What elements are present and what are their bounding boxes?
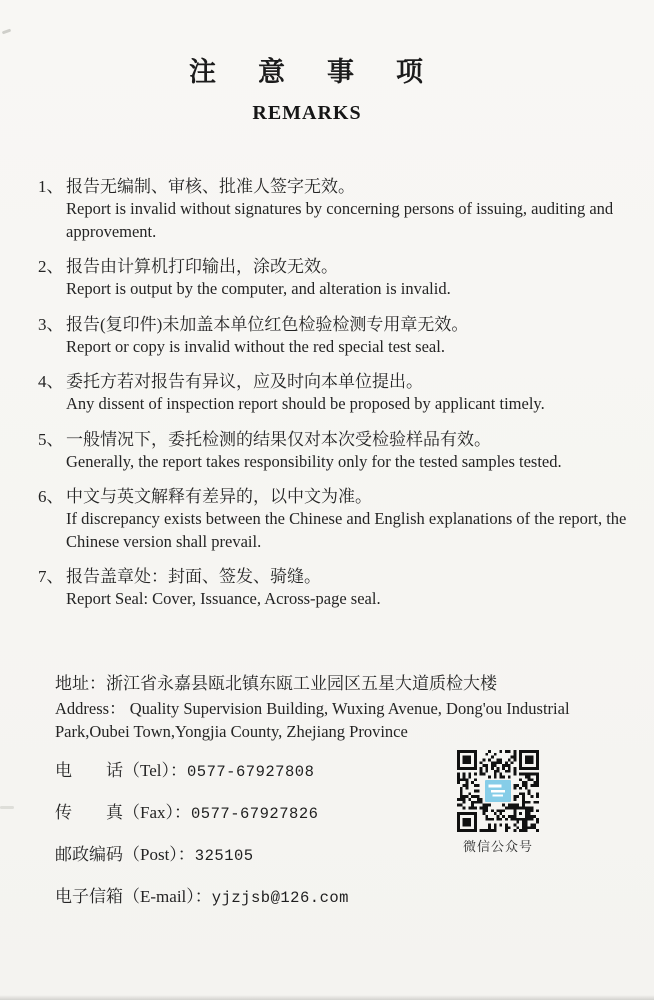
address-en: Address： Quality Supervision Building, Wuxing Avenue, Dong'ou Industrial Park,Oubei Town,Yongjia County, Zhejiang Province <box>55 698 570 741</box>
tel-label: 电 话（Tel）： <box>55 760 187 780</box>
remark-text-en: Generally, the report takes responsibility only for the tested samples tested. <box>66 451 562 471</box>
remark-text-zh: 报告(复印件)未加盖本单位红色检验检测专用章无效。 <box>66 314 469 334</box>
remark-number: 6、 <box>38 487 64 506</box>
remark-text-zh: 委托方若对报告有异议，应及时向本单位提出。 <box>66 372 423 391</box>
remark-item-3 <box>38 313 654 359</box>
remark-number: 3、 <box>38 314 64 334</box>
page-title-zh: 注意事项 <box>189 57 465 87</box>
tel-value: 0577-67927808 <box>186 762 315 781</box>
page-header <box>0 50 654 125</box>
remark-text-zh: 报告无编制、审核、批准人签字无效。 <box>66 177 355 196</box>
page-title-en: REMARKS <box>252 102 362 124</box>
remark-number: 2、 <box>38 257 64 276</box>
remark-number: 4、 <box>38 372 64 391</box>
remark-text-zh: 报告由计算机打印输出，涂改无效。 <box>66 257 338 276</box>
remark-number: 5、 <box>38 429 64 449</box>
scan-artifact <box>0 806 14 809</box>
contact-row-post <box>55 843 654 868</box>
email-value: yjzjsb@126.com <box>211 888 349 907</box>
address-zh: 地址：浙江省永嘉县瓯北镇东瓯工业园区五星大道质检大楼 <box>55 673 497 693</box>
remark-text-en: Report Seal: Cover, Issuance, Across-page seal. <box>66 589 381 608</box>
remark-item-5 <box>38 428 654 474</box>
contact-row-email <box>55 885 654 910</box>
post-value: 325105 <box>194 846 254 865</box>
qr-caption: 微信公众号 <box>462 839 533 854</box>
remark-item-2 <box>38 255 654 301</box>
remark-text-en: Report is output by the computer, and alteration is invalid. <box>66 279 451 298</box>
remark-item-7 <box>38 565 654 611</box>
remark-item-6 <box>38 485 654 553</box>
email-label: 电子信箱（E-mail）： <box>55 886 212 906</box>
page-bottom-edge <box>0 995 654 1000</box>
wechat-qr-block <box>450 750 546 855</box>
remark-text-en: If discrepancy exists between the Chinese and English explanations of the report, the Chinese version shall prevail. <box>66 509 627 551</box>
remark-number: 7、 <box>38 567 64 586</box>
fax-label: 传 真（Fax）： <box>55 802 191 822</box>
remark-text-zh: 一般情况下，委托检测的结果仅对本次受检验样品有效。 <box>66 429 491 449</box>
remark-text-en: Report or copy is invalid without the red special test seal. <box>66 336 445 356</box>
contact-row-tel <box>55 759 654 784</box>
contact-block <box>55 759 654 910</box>
contact-row-fax <box>55 801 654 826</box>
remark-item-1 <box>38 175 654 243</box>
remark-text-en: Report is invalid without signatures by concerning persons of issuing, auditing and approvement. <box>66 199 614 241</box>
scan-artifact <box>2 29 11 35</box>
remark-text-en: Any dissent of inspection report should be proposed by applicant timely. <box>66 394 545 413</box>
remark-text-zh: 报告盖章处：封面、签发、骑缝。 <box>66 567 321 586</box>
remark-number: 1、 <box>38 177 64 196</box>
post-label: 邮政编码（Post）： <box>55 844 195 864</box>
remark-text-zh: 中文与英文解释有差异的，以中文为准。 <box>66 487 372 506</box>
wechat-qr-code <box>457 750 539 832</box>
fax-value: 0577-67927826 <box>191 804 319 823</box>
remark-item-4 <box>38 370 654 416</box>
remarks-list <box>38 175 654 611</box>
address-block <box>55 671 627 743</box>
